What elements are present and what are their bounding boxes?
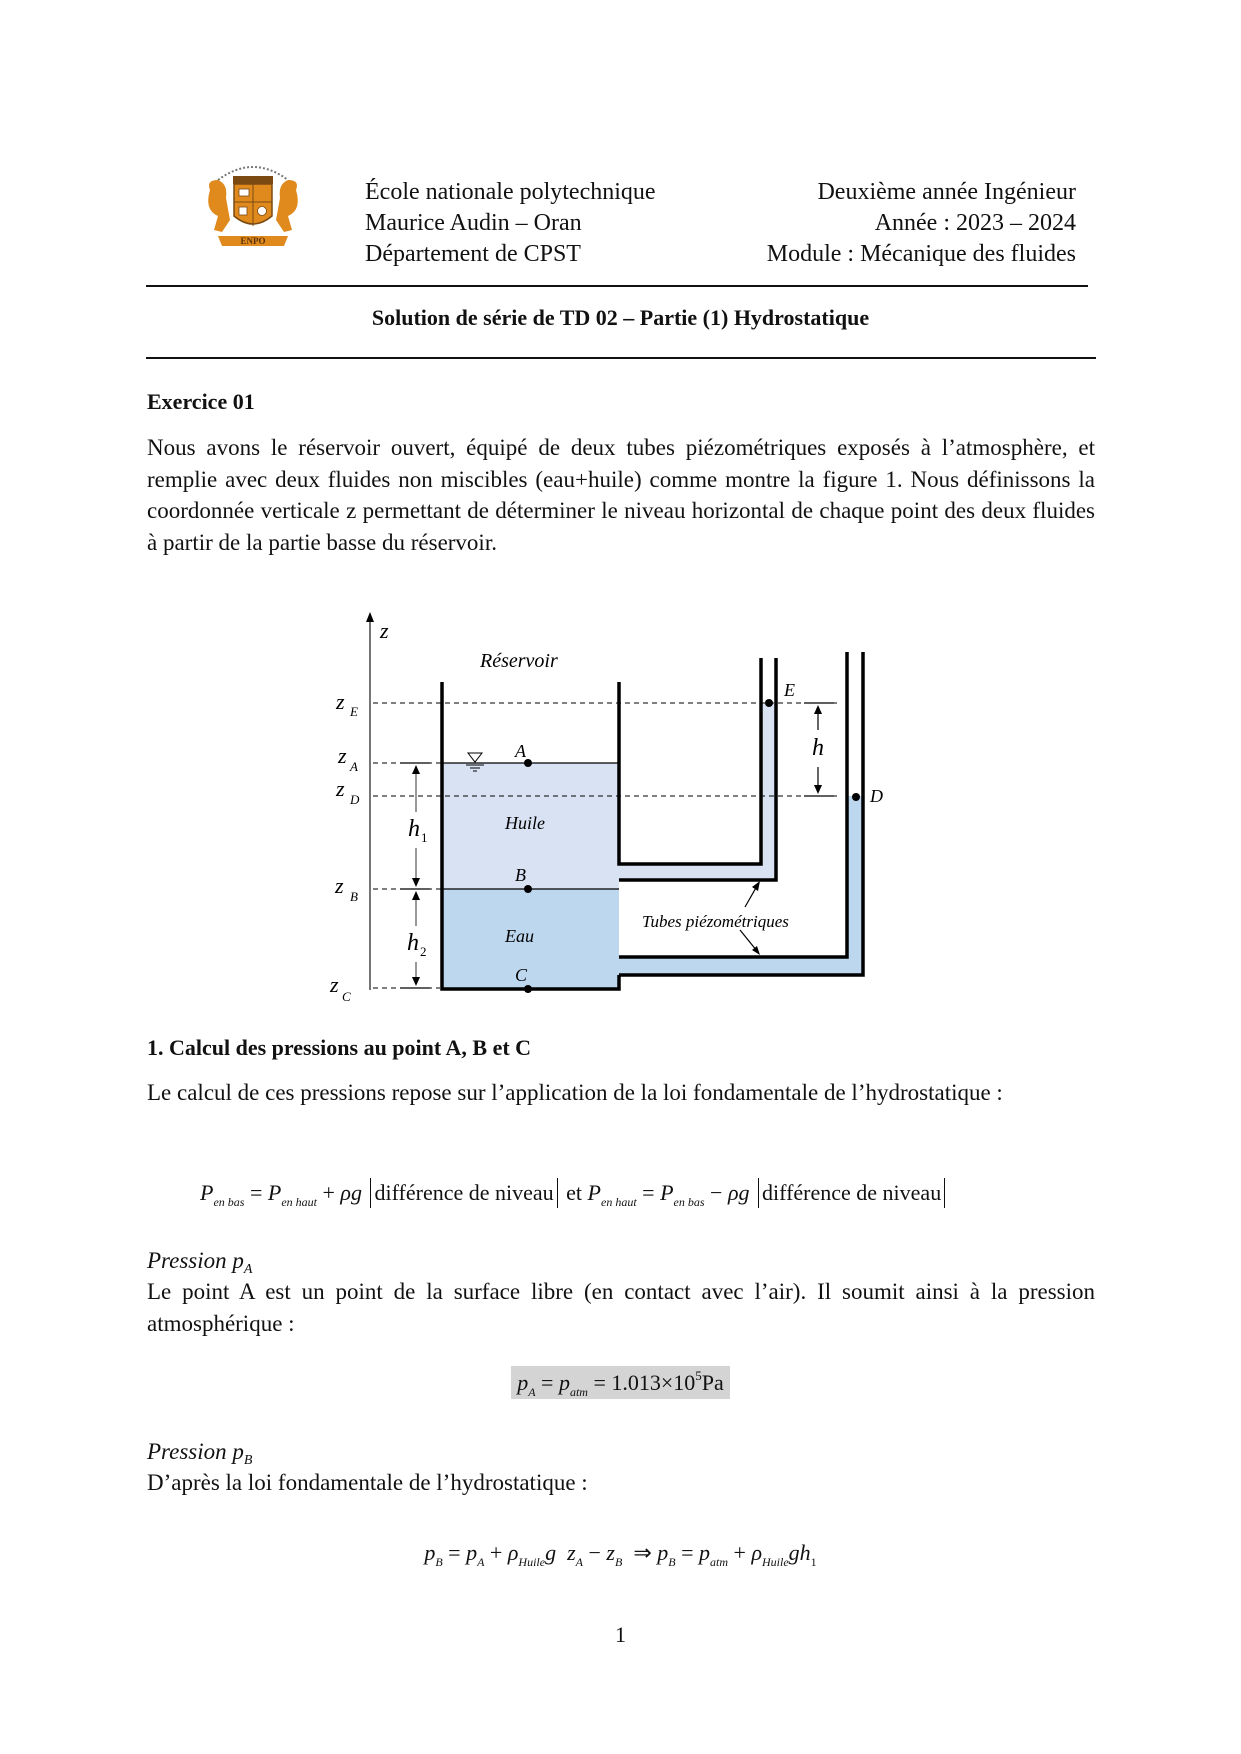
svg-text:z: z: [336, 776, 345, 801]
svg-text:C: C: [515, 965, 528, 985]
pressure-a-result-highlight: $p_A = p_{atm} = 1.013\times 10^5Pa$: [511, 1366, 730, 1399]
school-name: École nationale polytechnique: [365, 179, 656, 205]
svg-text:z: z: [330, 972, 339, 997]
svg-text:Réservoir: Réservoir: [480, 650, 558, 672]
svg-text:E: E: [784, 680, 795, 700]
pressure-b-equation: $p_B = p_A + \rho_{Huile}g$ $z_A - z_B$ ⇒ $p_B = p_{atm} + \rho_{Huile}gh_1$: [424, 1540, 817, 1569]
document-title: Solution de série de TD 02 – Partie (1) Hydrostatique: [371, 305, 870, 330]
svg-text:B: B: [350, 889, 358, 904]
svg-text:C: C: [342, 989, 351, 1004]
point-b: [524, 885, 532, 893]
department: Département de CPST: [365, 241, 581, 267]
pressure-b-text: D’après la loi fondamentale de l’hydrostatique :: [147, 1470, 588, 1495]
svg-text:A: A: [350, 759, 358, 774]
svg-text:2: 2: [420, 944, 427, 959]
school-location: Maurice Audin – Oran: [365, 210, 582, 236]
point-d: [852, 793, 860, 801]
pressure-b-heading: Pression $p_B$: [147, 1439, 253, 1468]
section-heading: 1. Calcul des pressions au point A, B et C: [147, 1035, 532, 1060]
svg-text:z: z: [336, 689, 345, 714]
pressure-a-heading: Pression $p_A$: [147, 1248, 253, 1277]
academic-year: Année : 2023 – 2024: [874, 210, 1076, 236]
svg-text:D: D: [350, 792, 360, 807]
svg-text:Huile: Huile: [505, 813, 545, 833]
svg-text:E: E: [350, 704, 358, 719]
svg-text:1: 1: [421, 830, 428, 845]
point-c: [524, 985, 532, 993]
svg-text:h: h: [407, 930, 419, 956]
pressure-a-equation: [0, 1368, 1241, 1400]
module-name: Module : Mécanique des fluides: [766, 241, 1076, 267]
svg-text:A: A: [515, 741, 526, 761]
svg-text:z: z: [338, 743, 347, 768]
svg-text:z: z: [380, 618, 389, 643]
hydrostatic-law-equation: $P_{en bas} = P_{en haut} + \rho g$ différence de niveau et $P_{en haut} = P_{en bas} - \rho g$ différence de niveau: [200, 1178, 948, 1210]
point-e: [765, 699, 773, 707]
svg-text:Tubes piézométriques: Tubes piézométriques: [642, 912, 789, 931]
exercise-intro: Nous avons le réservoir ouvert, équipé de deux tubes piézométriques exposés à l’atmosphère, et remplie avec deux fluides non miscibles (eau+huile) comme montre la figure 1. Nous définissons la coordonnée verticale z permettant de déterminer le niveau horizontal de chaque point des deux fluides à partir de la partie basse du réservoir.: [147, 435, 1095, 555]
svg-text:Eau: Eau: [505, 926, 534, 946]
svg-text:h: h: [812, 735, 824, 761]
page-number: 1: [615, 1622, 626, 1647]
study-year: Deuxième année Ingénieur: [817, 179, 1076, 205]
svg-text:z: z: [335, 873, 344, 898]
pressure-a-text: Le point A est un point de la surface libre (en contact avec l’air). Il soumit ainsi à la pression atmosphérique :: [147, 1279, 1095, 1336]
svg-text:ENPO: ENPO: [240, 236, 266, 246]
svg-text:h: h: [408, 816, 420, 842]
exercise-heading: Exercice 01: [147, 389, 255, 414]
svg-text:D: D: [870, 786, 883, 806]
svg-text:B: B: [515, 865, 526, 885]
section-intro: Le calcul de ces pressions repose sur l’application de la loi fondamentale de l’hydrostatique :: [147, 1080, 1003, 1105]
